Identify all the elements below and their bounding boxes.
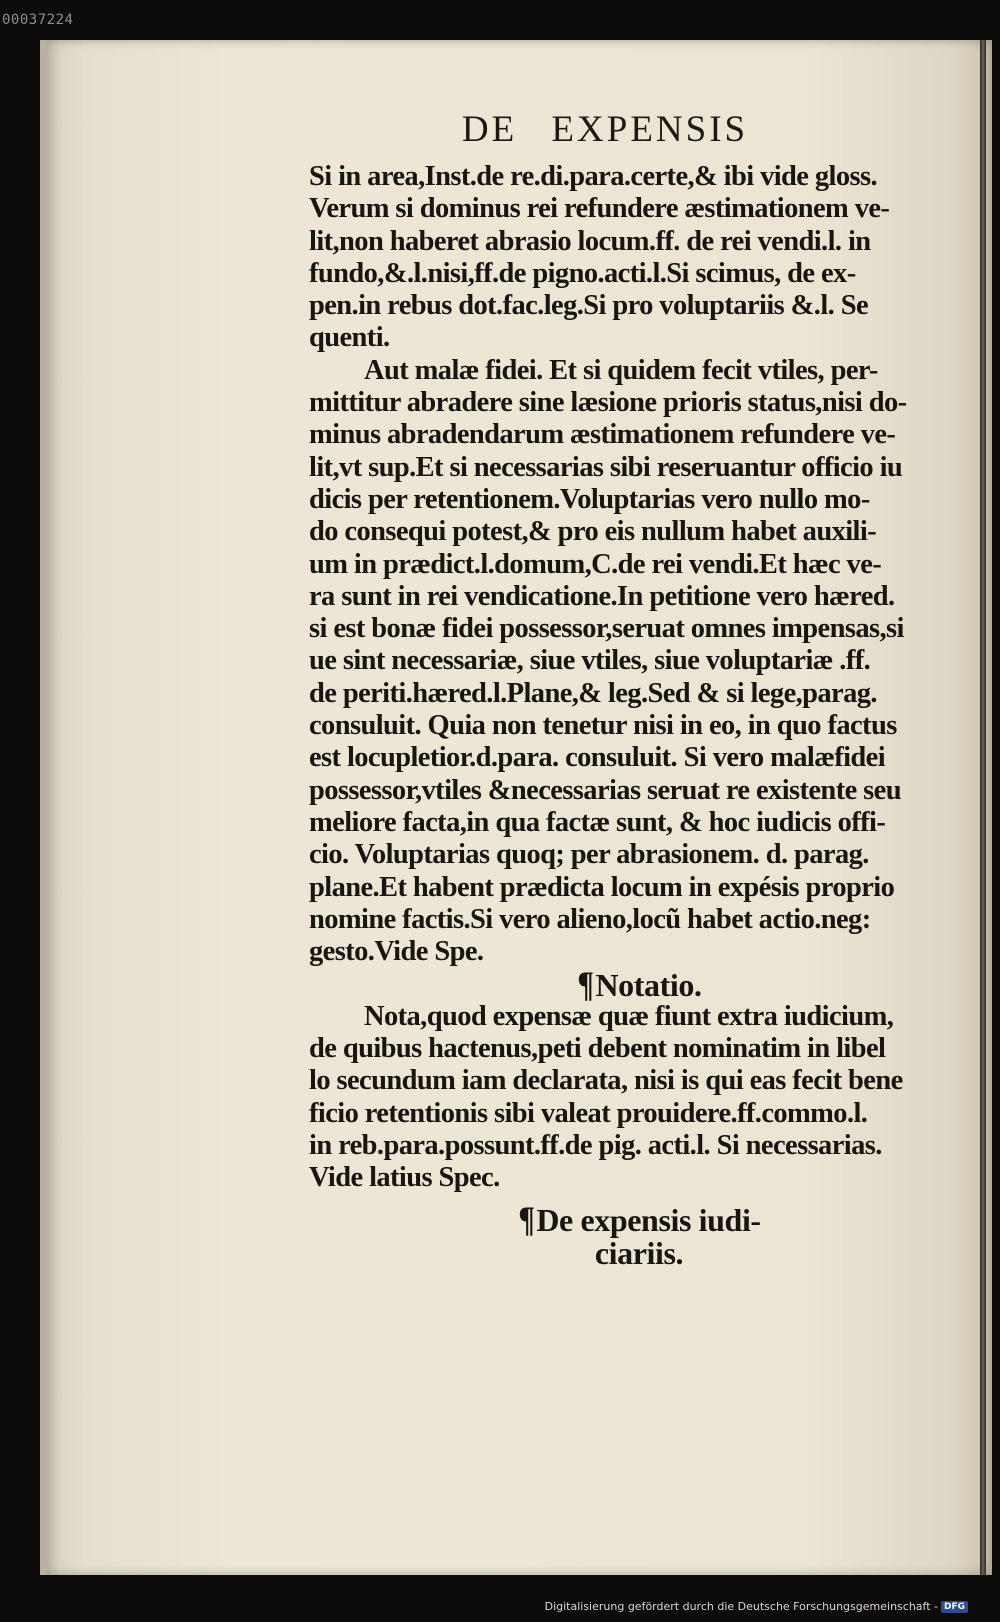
text-line: ue sint necessariæ, siue vtiles, siue voluptariæ .ff. [309,645,871,677]
text-line: quenti. [309,322,390,354]
text-line: lit,vt sup.Et si necessarias sibi reseruantur officio iu [309,451,903,483]
text-line: mittitur abradere sine læsione prioris status,nisi do- [309,387,907,419]
text-line: Si in area,Inst.de re.di.para.certe,& ibi vide gloss. [309,161,878,192]
text-line: fundo,&.l.nisi,ff.de pigno.acti.l.Si scimus, de ex- [309,257,856,289]
credit-text: Digitalisierung gefördert durch die Deutsche Forschungsgemeinschaft - [544,1600,938,1613]
text-line: do consequi potest,& pro eis nullum habet auxili- [309,516,877,548]
heading-text: Notatio. [595,967,702,1004]
digitization-credit [545,1600,968,1613]
text-line: Nota,quod expensæ quæ fiunt extra iudicium, [364,1000,894,1032]
main-text [309,161,969,1269]
text-line: um in prædict.l.domum,C.de rei vendi.Et hæc ve- [309,548,882,580]
dfg-logo: DFG [941,1601,968,1613]
text-line: ra sunt in rei vendicatione.In petitione vero hæred. [309,580,895,612]
text-line: de quibus hactenus,peti debent nominatim in libel [309,1033,886,1065]
text-line: consuluit. Quia non tenetur nisi in eo, in quo factus [309,710,897,742]
text-line: in reb.para.possunt.ff.de pig. acti.l. Si necessarias. [309,1129,882,1161]
section-heading-de-expensis [309,1198,969,1239]
text-line: pen.in rebus dot.fac.leg.Si pro voluptariis &.l. Se [309,290,868,322]
text-line: si est bonæ fidei possessor,seruat omnes impensas,si [309,613,904,645]
text-line: minus abradendarum æstimationem refundere ve- [309,419,896,451]
running-head: DE EXPENSIS [461,109,749,150]
text-line: cio. Voluptarias quoq; per abrasionem. d. parag. [309,839,869,871]
text-line: lit,non haberet abrasio locum.ff. de rei vendi.l. in [309,225,871,257]
book-spine-edge [980,40,986,1575]
pilcrow-icon: ¶ [577,964,595,1005]
text-line: possessor,vtiles &necessarias seruat re existente seu [309,774,901,806]
heading-text: De expensis iudi- [536,1201,761,1238]
text-line: dicis per retentionem.Voluptarias vero nullo mo- [309,483,870,515]
text-line: Verum si dominus rei refundere æstimationem ve- [309,193,890,225]
pilcrow-icon: ¶ [518,1198,535,1239]
text-line: de periti.hæred.l.Plane,& leg.Sed & si lege,parag. [309,677,877,709]
text-line: ficio retentionis sibi valeat prouidere.ff.commo.l. [309,1097,868,1129]
text-line: lo secundum iam declarata, nisi is qui eas fecit bene [309,1065,903,1097]
text-line: Aut malæ fidei. Et si quidem fecit vtiles, per- [364,354,878,386]
section-heading-notatio [309,964,969,1005]
scan-id-label: 00037224 [2,12,74,28]
text-line: nomine factis.Si vero alieno,locũ habet actio.neg: [309,903,871,935]
text-line: est locupletior.d.para. consuluit. Si vero malæfidei [309,742,886,774]
text-line: Vide latius Spec. [309,1162,500,1194]
text-line: gesto.Vide Spe. [309,936,484,968]
section-heading-de-expensis-cont: ciariis. [594,1234,684,1271]
text-line: plane.Et habent prædicta locum in expésis proprio [309,871,895,903]
text-line: meliore facta,in qua factæ sunt, & hoc iudicis offi- [309,806,886,838]
